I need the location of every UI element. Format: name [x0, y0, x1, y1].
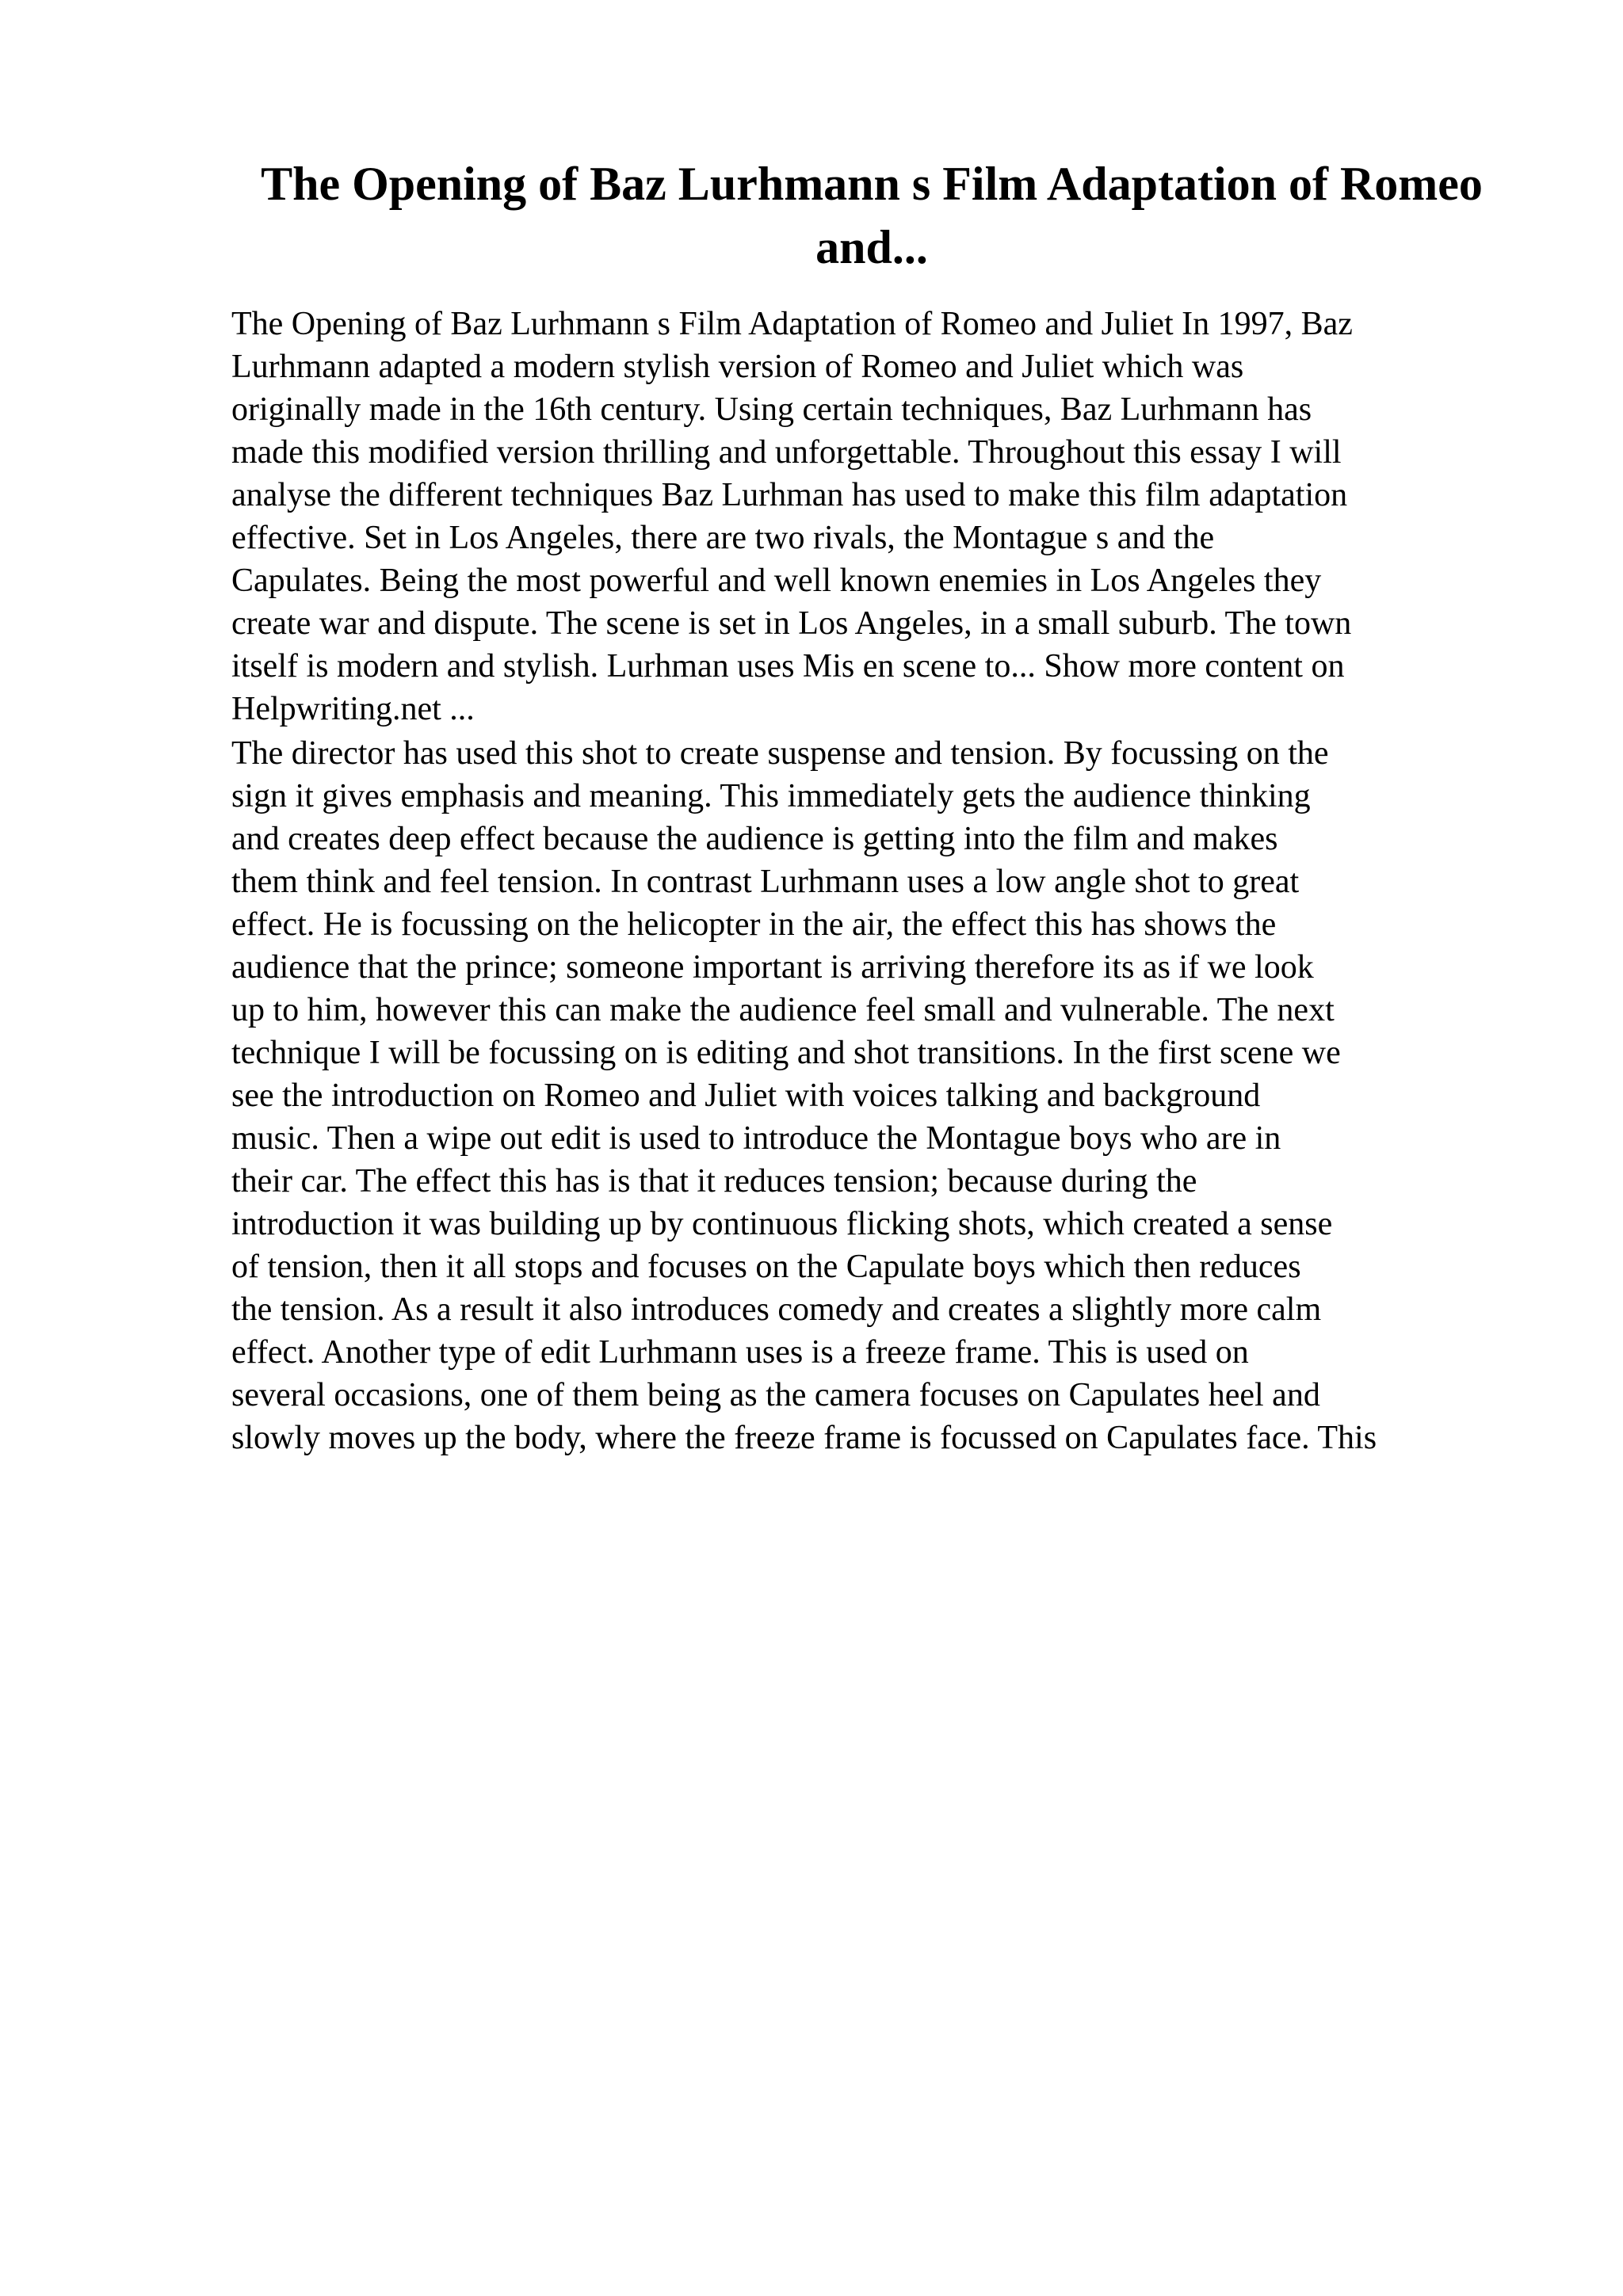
text-line: Capulates. Being the most powerful and well known enemies in Los Angeles they — [231, 563, 1322, 599]
text-line: the tension. As a result it also introduces comedy and creates a slightly more calm — [231, 1291, 1322, 1328]
text-line: effect. He is focussing on the helicopter in the air, the effect this has shows the — [231, 906, 1277, 943]
text-line: originally made in the 16th century. Using certain techniques, Baz Lurhmann has — [231, 391, 1312, 428]
paragraph-2 — [231, 732, 1563, 1459]
text-line: slowly moves up the body, where the freeze frame is focussed on Capulates face. This — [231, 1420, 1377, 1456]
text-line: The Opening of Baz Lurhmann s Film Adaptation of Romeo and Juliet In 1997, Baz — [231, 306, 1353, 342]
text-line: effect. Another type of edit Lurhmann uses is a freeze frame. This is used on — [231, 1334, 1249, 1371]
text-line: introduction it was building up by continuous flicking shots, which created a sense — [231, 1206, 1333, 1242]
paragraph-1 — [231, 303, 1563, 730]
text-line: effective. Set in Los Angeles, there are two rivals, the Montague s and the — [231, 520, 1215, 556]
text-line: made this modified version thrilling and unforgettable. Throughout this essay I will — [231, 434, 1342, 471]
text-line: The director has used this shot to create suspense and tension. By focussing on the — [231, 735, 1329, 772]
text-line: Helpwriting.net ... — [231, 691, 475, 727]
text-line: up to him, however this can make the audience feel small and vulnerable. The next — [231, 992, 1335, 1028]
text-line: their car. The effect this has is that it reduces tension; because during the — [231, 1163, 1197, 1199]
text-line: create war and dispute. The scene is set in Los Angeles, in a small suburb. The town — [231, 605, 1352, 642]
text-line: sign it gives emphasis and meaning. This immediately gets the audience thinking — [231, 778, 1311, 814]
text-line: and creates deep effect because the audience is getting into the film and makes — [231, 821, 1278, 857]
title-line: The Opening of Baz Lurhmann s Film Adaptation of Romeo — [261, 158, 1483, 210]
text-line: analyse the different techniques Baz Lurhman has used to make this film adaptation — [231, 477, 1348, 513]
title-line: and... — [815, 221, 928, 273]
text-line: see the introduction on Romeo and Juliet with voices talking and background — [231, 1077, 1261, 1114]
text-line: several occasions, one of them being as the camera focuses on Capulates heel and — [231, 1377, 1320, 1413]
text-line: Lurhmann adapted a modern stylish version of Romeo and Juliet which was — [231, 349, 1244, 385]
text-line: audience that the prince; someone important is arriving therefore its as if we look — [231, 949, 1314, 986]
text-line: itself is modern and stylish. Lurhman uses Mis en scene to... Show more content on — [231, 648, 1345, 685]
text-line: of tension, then it all stops and focuses on the Capulate boys which then reduces — [231, 1249, 1301, 1285]
text-line: them think and feel tension. In contrast Lurhmann uses a low angle shot to great — [231, 864, 1300, 900]
document-title — [222, 152, 1522, 279]
text-line: music. Then a wipe out edit is used to introduce the Montague boys who are in — [231, 1120, 1281, 1157]
text-line: technique I will be focussing on is editing and shot transitions. In the first scene we — [231, 1035, 1341, 1071]
